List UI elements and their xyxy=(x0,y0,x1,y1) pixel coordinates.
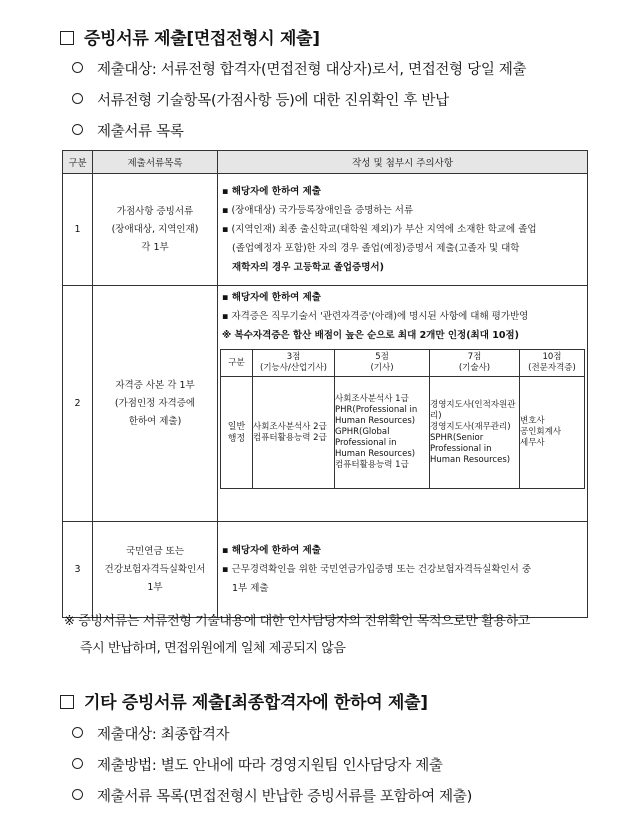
circle-bullet-icon xyxy=(72,124,83,135)
circle-bullet-icon xyxy=(72,93,83,104)
table-row xyxy=(63,174,588,286)
header-documents: 제출서류목록 xyxy=(93,151,218,174)
section-title-2: 기타 증빙서류 제출[최종합격자에 한하여 제출] xyxy=(60,688,428,713)
header-notes: 작성 및 첨부시 주의사항 xyxy=(218,151,588,174)
notes-cell: ▪ 해당자에 한하여 제출 ▪ 자격증은 직무기술서 '관련자격증'(아래)에 명시된 사항에 대해 평가반영 ※ 복수자격증은 합산 배점이 높은 순으로 최대 2개만 인정(최대 10점) 구분 3점 (기능사/산업기사) 5점 (기사) 7점 (기술사) 10점 (전문자격증) 일반 행정 사회조사분석사 2급 컴퓨터활용능력 2급 사회조사분석사 1급 PHR(Professional in Human Resources) GPHR(Global Professional in Human Resources) 컴퓨터활용능력 1급 경영지도사(인적자원관리) 경영지도사(재무관리) SPHR(Senior Professional in Human Resources) 변호사 공인회계사 세무사 xyxy=(218,286,588,522)
bullet-final-target: 제출대상: 최종합격자 xyxy=(72,723,229,744)
notes-cell: ▪ 해당자에 한하여 제출 ▪ 근무경력확인을 위한 국민연금가입증명 또는 건강보험자격득실확인서 중 1부 제출 xyxy=(218,522,588,618)
note-line-1: ※ 증빙서류는 서류전형 기술내용에 대한 인사담당자의 진위확인 목적으로만 활용하고 xyxy=(64,614,530,629)
sub-10pt-certs: 변호사 공인회계사 세무사 xyxy=(520,377,585,489)
sub-header-5pt: 5점 (기사) xyxy=(335,350,430,377)
bullet-submission-method: 제출방법: 별도 안내에 따라 경영지원팀 인사담당자 제출 xyxy=(72,754,443,775)
sub-header-category: 구분 xyxy=(221,350,253,377)
document-name: 자격증 사본 각 1부 (가점인정 자격증에 한하여 제출) xyxy=(93,286,218,522)
sub-data-row xyxy=(221,377,585,489)
bullet-submission-target: 제출대상: 서류전형 합격자(면접전형 대상자)로서, 면접전형 당일 제출 xyxy=(72,58,526,79)
document-name: 가점사항 증빙서류 (장애대상, 지역인재) 각 1부 xyxy=(93,174,218,286)
sub-header-3pt: 3점 (기능사/산업기사) xyxy=(253,350,335,377)
sub-header-10pt: 10점 (전문자격증) xyxy=(520,350,585,377)
note-line-2: 즉시 반납하며, 면접위원에게 일체 제공되지 않음 xyxy=(80,641,346,656)
sub-header-row xyxy=(221,350,585,377)
table-row xyxy=(63,522,588,618)
document-name: 국민연금 또는 건강보험자격득실확인서 1부 xyxy=(93,522,218,618)
circle-bullet-icon xyxy=(72,727,83,738)
bullet-final-document-list: 제출서류 목록(면접전형시 반납한 증빙서류를 포함하여 제출) xyxy=(72,785,472,806)
sub-3pt-certs: 사회조사분석사 2급 컴퓨터활용능력 2급 xyxy=(253,377,335,489)
circle-bullet-icon xyxy=(72,62,83,73)
row-number: 2 xyxy=(63,286,93,522)
table-header-row xyxy=(63,151,588,174)
checkbox-square-icon xyxy=(60,31,74,45)
checkbox-square-icon xyxy=(60,695,74,709)
table-row xyxy=(63,286,588,522)
bullet-verification: 서류전형 기술항목(가점사항 등)에 대한 진위확인 후 반납 xyxy=(72,89,449,110)
bullet-document-list: 제출서류 목록 xyxy=(72,120,184,141)
sub-7pt-certs: 경영지도사(인적자원관리) 경영지도사(재무관리) SPHR(Senior Professional in Human Resources) xyxy=(430,377,520,489)
sub-header-7pt: 7점 (기술사) xyxy=(430,350,520,377)
document-table xyxy=(62,150,588,618)
sub-row-label: 일반 행정 xyxy=(221,377,253,489)
header-category: 구분 xyxy=(63,151,93,174)
section-title-1: 증빙서류 제출[면접전형시 제출] xyxy=(60,24,320,49)
certificate-points-table xyxy=(220,349,585,489)
notes-cell: ▪ 해당자에 한하여 제출 ▪ (장애대상) 국가등록장애인을 증명하는 서류 ▪ (지역인재) 최종 출신학교(대학원 제외)가 부산 지역에 소재한 학교에 졸업 (졸업예정자 포함)한 자의 경우 졸업(예정)증명서 제출(고졸자 및 대학 재학자의 경우 고등학교 졸업증명서) xyxy=(218,174,588,286)
row-number: 3 xyxy=(63,522,93,618)
circle-bullet-icon xyxy=(72,758,83,769)
sub-5pt-certs: 사회조사분석사 1급 PHR(Professional in Human Resources) GPHR(Global Professional in Human Resources) 컴퓨터활용능력 1급 xyxy=(335,377,430,489)
circle-bullet-icon xyxy=(72,789,83,800)
row-number: 1 xyxy=(63,174,93,286)
